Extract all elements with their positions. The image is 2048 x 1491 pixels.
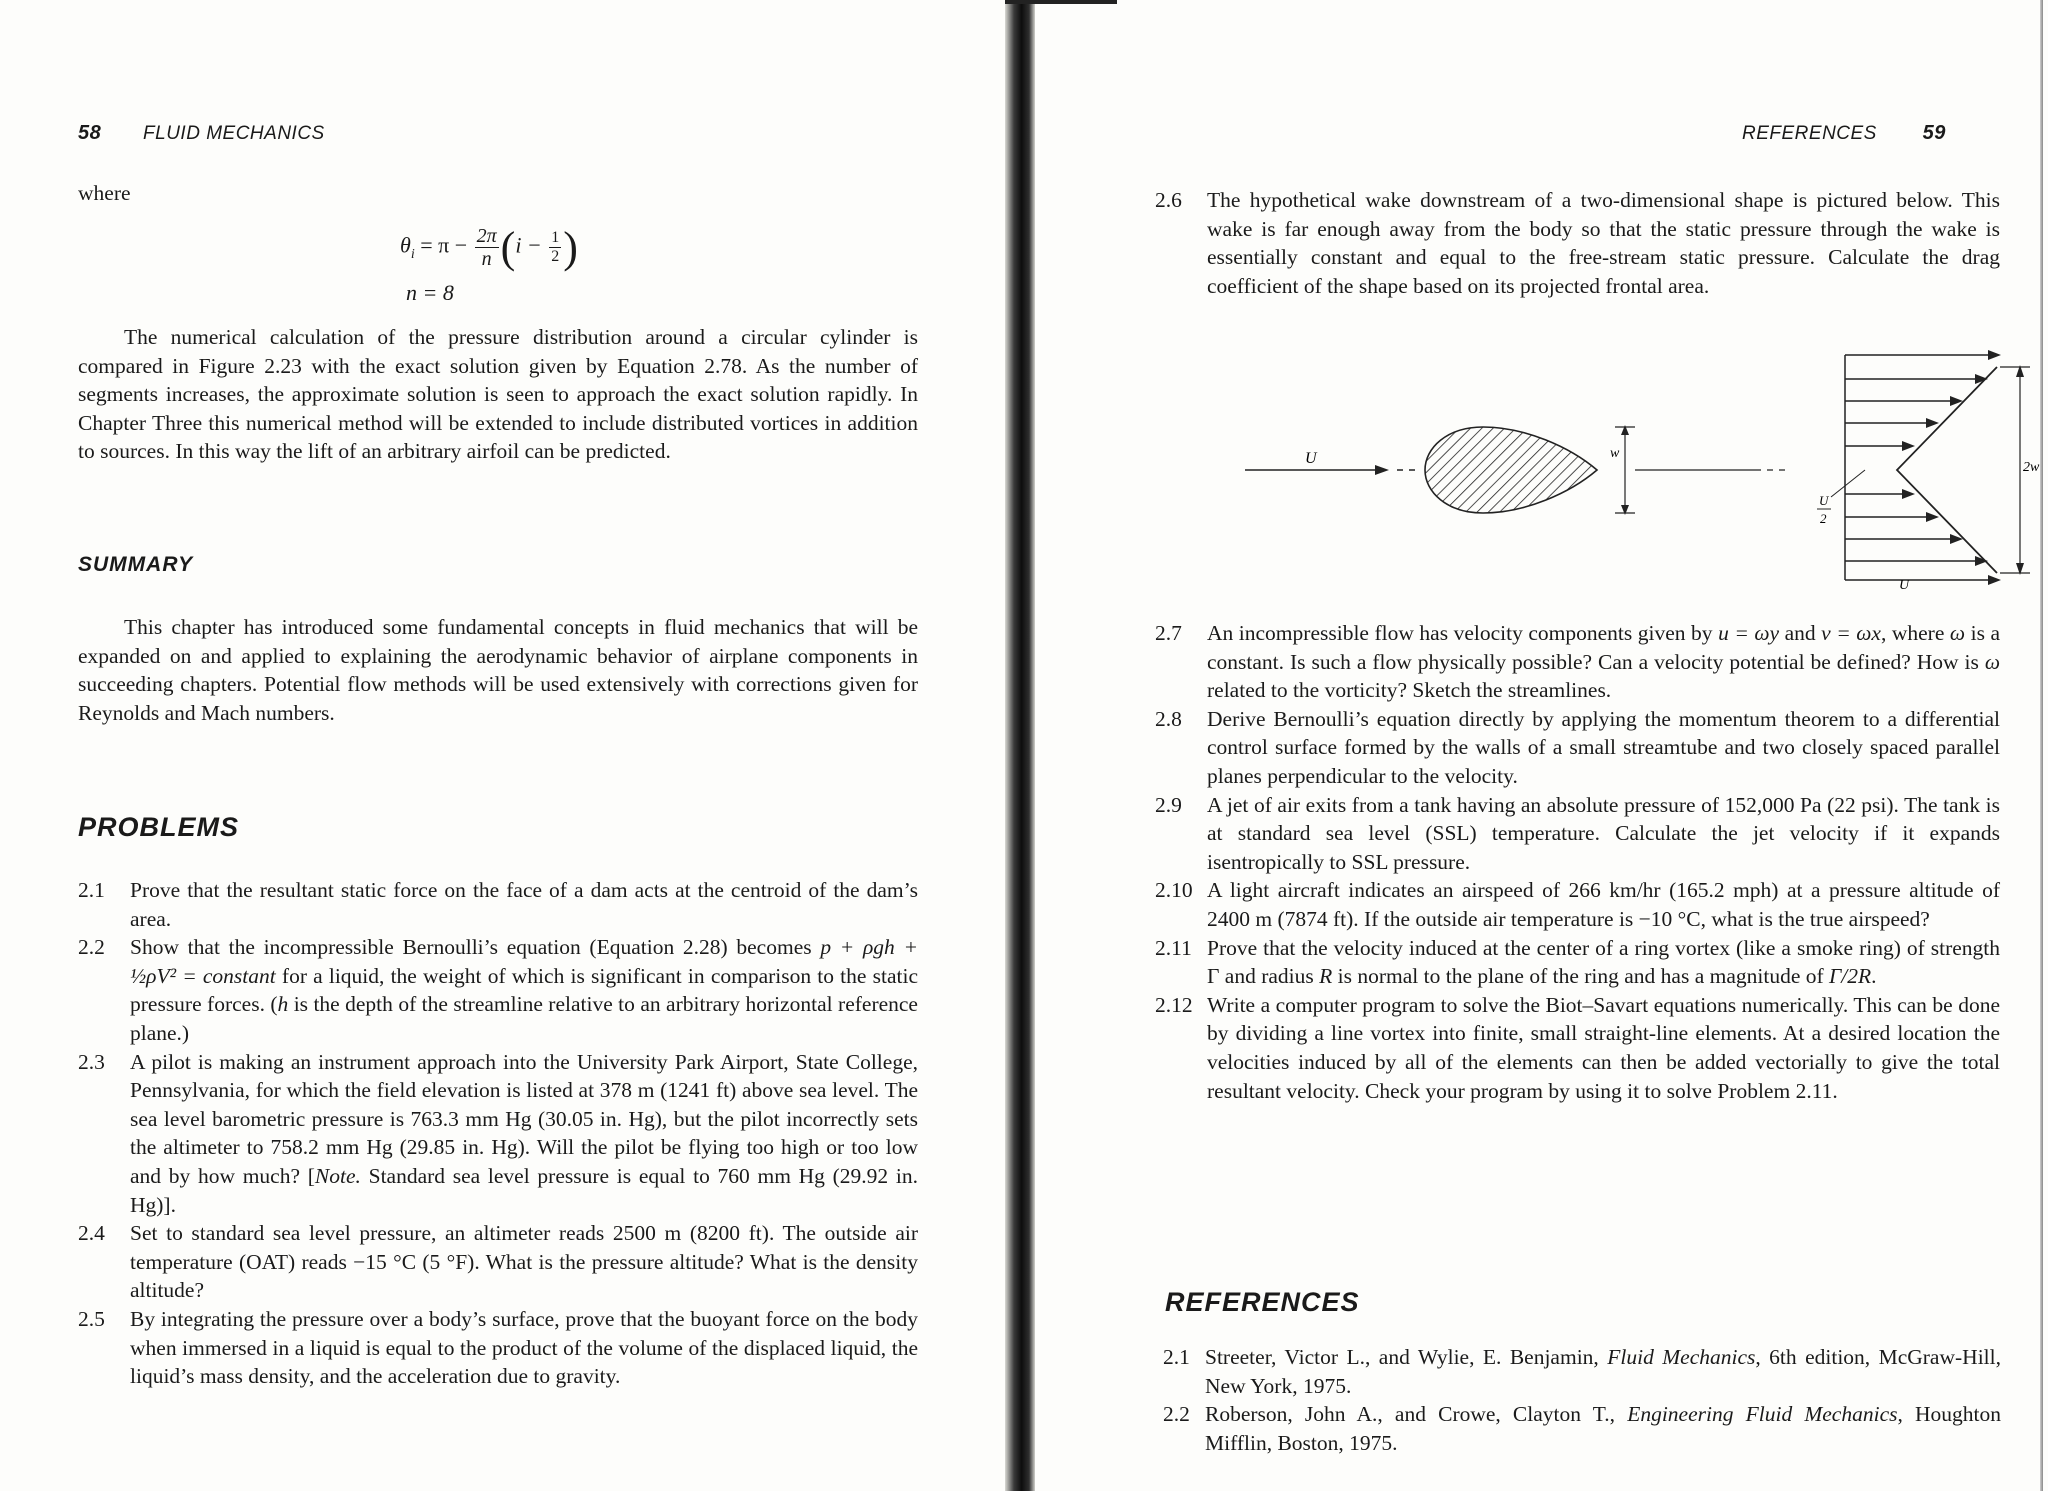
label-u-left: U (1305, 450, 1317, 467)
running-head-right (1742, 122, 1946, 145)
label-w: w (1610, 446, 1620, 461)
right-page (1045, 0, 2048, 1491)
problem-2-5: 2.5 By integrating the pressure over a body’s surface, prove that the buoyant force on the body when immersed in a liquid is equal to the product of the volume of the displaced liquid, the liquid’s mass density, and the acceleration due to gravity. (78, 1306, 918, 1389)
problem-2-4: 2.4 Set to standard sea level pressure, an altimeter reads 2500 m (8200 ft). The outside air temperature (OAT) reads −15 °C (5 °F). What is the pressure altitude? What is the density altitude? (78, 1221, 918, 1303)
running-head-left (78, 122, 325, 145)
label-2w: 2w (2023, 460, 2040, 475)
problem-2-7: 2.7 An incompressible flow has velocity components given by u = ωy and v = ωx, where ω is a constant. Is such a flow physically possible? Can a velocity potential be defined? How is ω related to the vorticity? Sketch the streamlines. (1155, 621, 2001, 703)
problems-heading: PROBLEMS (78, 812, 240, 842)
left-page (0, 0, 1010, 1491)
problem-2-9: 2.9 A jet of air exits from a tank having an absolute pressure of 152,000 Pa (22 psi). The tank is at standard sea level (SSL) temperature. Calculate the jet velocity if it expands isentropically to SSL pressure. (1155, 792, 2000, 874)
problem-2-8: 2.8 Derive Bernoulli’s equation directly by applying the momentum theorem to a differential control surface formed by the walls of a small streamtube and two closely spaced parallel planes perpendicular to the velocity. (1155, 706, 2000, 788)
reference-2-1: 2.1 Streeter, Victor L., and Wylie, E. Benjamin, Fluid Mechanics, 6th edition, McGraw-Hill, New York, 1975. (1163, 1345, 2001, 1398)
running-head-title: FLUID MECHANICS (143, 123, 325, 144)
label-u-half-num: U (1819, 493, 1829, 508)
problem-2-3: 2.3 A pilot is making an instrument approach into the University Park Airport, State College, Pennsylvania, for which the field elevation is listed at 378 m (1241 ft) above sea level. The sea level barometric pressure is 763.3 mm Hg (30.05 in. Hg), but the pilot incorrectly sets the altimeter to 758.2 mm Hg (29.85 in. Hg). Will the pilot be flying too high or too low and by how much? [Note. Standard sea level pressure is equal to 760 mm Hg (29.92 in. Hg)]. (78, 1049, 918, 1217)
problem-2-10: 2.10 A light aircraft indicates an airspeed of 266 km/hr (165.2 mph) at a pressure altitude of 2400 m (7874 ft). If the outside air temperature is −10 °C, what is the true airspeed? (1155, 878, 2000, 931)
problem-2-6: 2.6 The hypothetical wake downstream of a two-dimensional shape is pictured below. This wake is far enough away from the body so that the static pressure through the wake is essentially constant and equal to the free-stream static pressure. Calculate the drag coefficient of the shape based on its projected frontal area. (1155, 188, 2000, 298)
page-number: 58 (78, 122, 102, 144)
problem-2-1: 2.1 Prove that the resultant static force on the face of a dam acts at the centroid of the dam’s area. (78, 878, 918, 931)
wake-velocity-profile (1845, 350, 2001, 585)
reference-list (1163, 1343, 2001, 1457)
problem-2-12: 2.12 Write a computer program to solve the Biot–Savart equations numerically. This can be done by dividing a line vortex into finite, small straight-line elements. At a desired location the velocities induced by all of the elements can then be added vectorially to give the total resultant velocity. Check your program by using it to solve Problem 2.11. (1155, 992, 2000, 1103)
reference-2-2: 2.2 Roberson, John A., and Crowe, Clayton T., Engineering Fluid Mechanics, Houghton Mifflin, Boston, 1975. (1163, 1402, 2001, 1455)
theta-equation: $\theta_i = \pi$ − $\frac{2\pi}{n}$ (i − $\frac{1}{2}$ ) (400, 223, 578, 272)
intro-paragraph: The numerical calculation of the pressure distribution around a circular cylinder is compared in Figure 2.23 with the exact solution given by Equation 2.78. As the number of segments increases, the approximate solution is seen to approach the exact solution rapidly. In Chapter Three this numerical method will be extended to include distributed vortices in addition to sources. In this way the lift of an arbitrary airfoil can be predicted. (78, 325, 918, 464)
n-equation: n = 8 (406, 280, 454, 305)
label-u-bottom: U (1899, 578, 1910, 590)
problem-list-left (78, 876, 918, 1391)
body-shape (1425, 427, 1597, 513)
wake-figure (1225, 345, 2045, 590)
page-number: 59 (1922, 122, 1946, 144)
summary-paragraph: This chapter has introduced some fundamental concepts in fluid mechanics that will be expanded on and applied to explaining the aerodynamic behavior of airplane components in succeeding chapters. Potential flow methods will be used extensively with corrections given for Reynolds and Mach numbers. (78, 615, 918, 725)
where-label: where (78, 181, 131, 205)
problem-list-right (1155, 619, 2000, 1105)
running-head-title: REFERENCES (1742, 123, 1877, 144)
bernoulli-formula: p + ρgh + ½ρV² = constant (130, 935, 918, 988)
problem-2-2: 2.2 Show that the incompressible Bernoulli’s equation (Equation 2.28) becomes p + ρgh + ½ρV² = constant for a liquid, the weight of which is significant in comparison to the static pressure forces. (h is the depth of the streamline relative to an arbitrary horizontal reference plane.) (78, 935, 918, 1045)
problem-2-11: 2.11 Prove that the velocity induced at the center of a ring vortex (like a smoke ring) of strength Γ and radius R is normal to the plane of the ring and has a magnitude of Γ/2R. (1155, 935, 2000, 989)
references-heading: REFERENCES (1165, 1287, 1360, 1317)
label-u-half-den: 2 (1820, 511, 1827, 526)
summary-heading: SUMMARY (78, 553, 194, 576)
